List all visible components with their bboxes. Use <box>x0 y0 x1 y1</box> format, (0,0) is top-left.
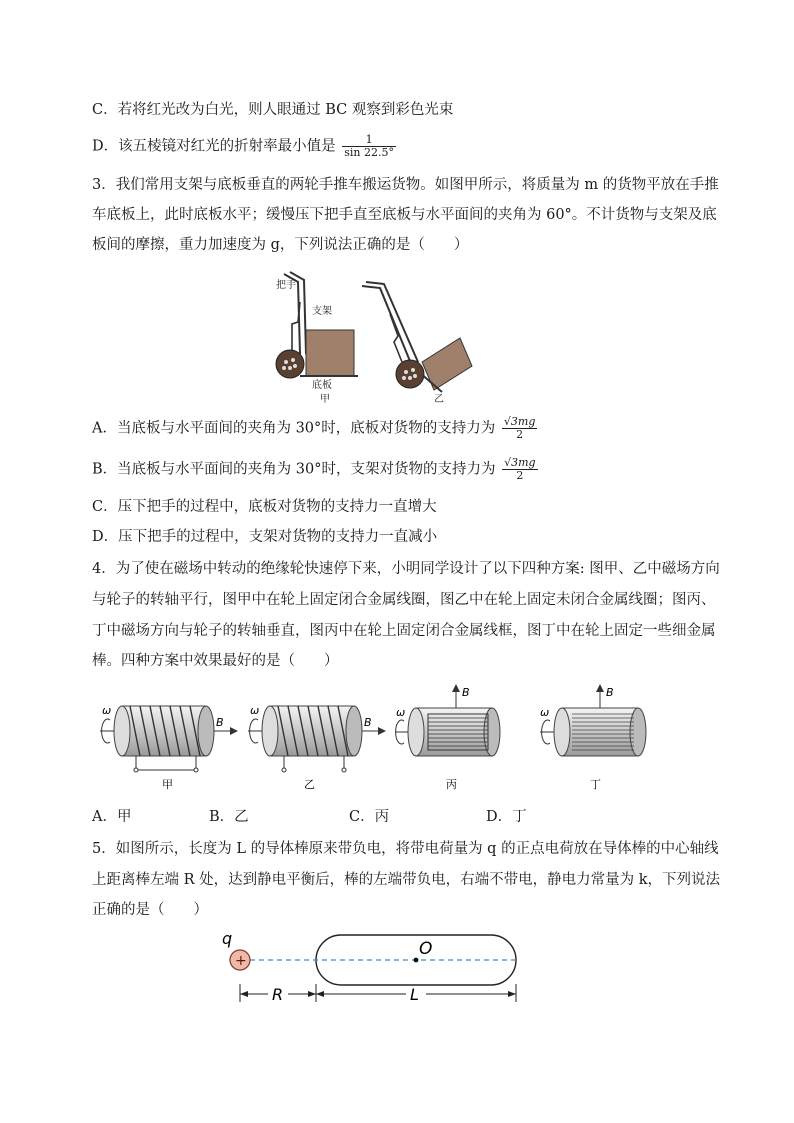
q3-option-b-text: B．当底板与水平面间的夹角为 30°时，支架对货物的支持力为 <box>92 461 496 478</box>
q4-stem-line-4: 棒。四种方案中效果最好的是（ ） <box>92 653 339 669</box>
q5-stem-line-2: 上距离棒左端 R 处，达到静电平衡后，棒的左端带负电，右端不带电，静电力常量为 k，下列说法 <box>92 872 721 888</box>
charge-q-label: q <box>222 929 233 948</box>
wheel-bing <box>396 684 500 756</box>
label-yi: 乙 <box>434 394 444 405</box>
q4-option-c: C．丙 <box>349 809 390 825</box>
q3-option-a-numerator: √3mg <box>503 415 536 428</box>
truck-yi <box>362 282 472 392</box>
label-jia: 甲 <box>162 778 173 791</box>
q4-option-a: A．甲 <box>92 809 132 825</box>
q3-stem-line-3: 板间的摩擦，重力加速度为 g，下列说法正确的是（ ） <box>92 237 469 253</box>
center-o-label: O <box>419 939 433 959</box>
q2-option-d-text: D．该五棱镜对红光的折射率最小值是 <box>92 138 336 155</box>
q3-stem-line-2: 车底板上，此时底板水平；缓慢压下把手直至底板与水平面间的夹角为 60°。不计货物与支架及底 <box>92 207 717 223</box>
q3-option-b-numerator: √3mg <box>504 456 536 469</box>
charge-plus-sign: + <box>235 953 247 969</box>
q2-option-d <box>92 134 396 159</box>
label-ding: 丁 <box>590 778 601 791</box>
rod-center <box>414 958 419 963</box>
b-bing: B <box>462 686 470 699</box>
q3-option-d: D．压下把手的过程中，支架对货物的支持力一直减小 <box>92 529 438 545</box>
q5-stem-line-3: 正确的是（ ） <box>92 902 208 918</box>
q3-stem-line-1: 3．我们常用支架与底板垂直的两轮手推车搬运货物。如图甲所示，将质量为 m 的货物平放在手推 <box>92 177 719 193</box>
omega-bing: ω <box>396 706 406 719</box>
q5-rod-figure <box>216 926 526 1008</box>
q3-option-a-denominator: 2 <box>516 428 524 441</box>
q5-stem-line-1: 5．如图所示，长度为 L 的导体棒原来带负电，将带电荷量为 q 的正点电荷放在导体棒的中心轴线 <box>92 841 719 857</box>
wheel-ding <box>540 684 646 756</box>
omega-yi: ω <box>250 704 260 717</box>
dimension-r-label: R <box>272 985 284 1004</box>
omega-jia: ω <box>102 704 112 717</box>
q4-option-b: B．乙 <box>209 809 249 825</box>
q2-option-d-numerator: 1 <box>342 134 396 147</box>
dimension-l-label: L <box>410 985 419 1004</box>
q4-stem-line-3: 丁中磁场方向与轮子的转轴垂直，图丙中在轮上固定闭合金属线框，图丁中在轮上固定一些细金属 <box>92 623 716 639</box>
label-handle: 把手 <box>276 280 296 291</box>
omega-ding: ω <box>540 706 550 719</box>
q3-option-c: C．压下把手的过程中，底板对货物的支持力一直增大 <box>92 499 437 515</box>
q3-option-a <box>92 416 537 441</box>
label-bing: 丙 <box>446 778 457 791</box>
q2-option-d-fraction <box>342 134 396 159</box>
q4-wheels-figure <box>100 684 660 796</box>
label-jia: 甲 <box>320 394 330 405</box>
q2-option-c: C．若将红光改为白光，则人眼通过 BC 观察到彩色光束 <box>92 102 454 118</box>
label-bracket: 支架 <box>312 306 332 317</box>
b-ding: B <box>606 686 614 699</box>
label-base: 底板 <box>312 380 332 391</box>
q4-stem-line-2: 与轮子的转轴平行，图甲中在轮上固定闭合金属线圈，图乙中在轮上固定未闭合金属线圈；图丙、 <box>92 592 716 608</box>
label-yi: 乙 <box>304 778 315 791</box>
q3-option-b <box>92 457 538 482</box>
q3-option-b-denominator: 2 <box>516 469 524 482</box>
q4-option-d: D．丁 <box>486 809 527 825</box>
q2-option-d-denominator: sin 22.5° <box>344 146 394 159</box>
q3-option-a-fraction <box>502 416 537 441</box>
q3-hand-truck-figure <box>262 262 482 408</box>
b-jia: B <box>216 716 224 729</box>
q3-option-b-fraction <box>502 457 537 482</box>
q3-option-a-text: A．当底板与水平面间的夹角为 30°时，底板对货物的支持力为 <box>92 420 496 437</box>
q4-stem-line-1: 4．为了使在磁场中转动的绝缘轮快速停下来，小明同学设计了以下四种方案: 图甲、乙中磁场方向 <box>92 561 720 577</box>
b-yi: B <box>364 716 372 729</box>
